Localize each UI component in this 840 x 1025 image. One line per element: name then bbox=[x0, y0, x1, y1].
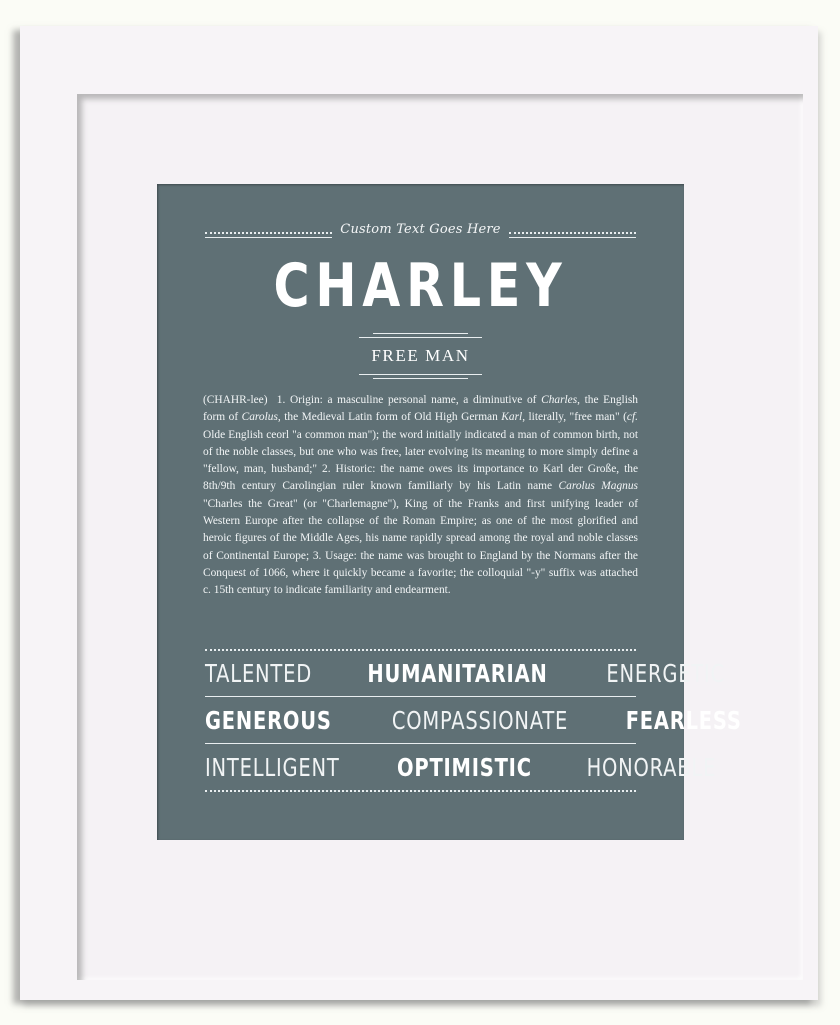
traits-dotted-rule-bottom bbox=[205, 790, 636, 792]
traits-row-2 bbox=[205, 703, 743, 739]
name-title: CHARLEY bbox=[273, 251, 568, 321]
tagline-dotted-rule-left bbox=[205, 232, 332, 238]
trait-word: HONORABLE bbox=[586, 753, 717, 782]
pronunciation: (CHAHR-lee) bbox=[203, 394, 268, 406]
definition-text: 1. Origin: a masculine personal name, a diminutive of bbox=[276, 394, 542, 406]
meaning-rule-top-1 bbox=[373, 333, 468, 334]
tagline-dotted-rule-right bbox=[509, 232, 636, 238]
definition-text: , the English form of bbox=[203, 394, 638, 424]
name-definition bbox=[203, 392, 638, 600]
definition-text: Olde English ceorl "a common man"); the word initially indicated a man of common birth, not of the noble classes, but one who was free, later evolving its meaning to more simply define a "fellow, man, husband;" 2. Historic: the name owes its importance to Karl der Große, the 8th/9th century Carolingian ruler known familiarly by his Latin name bbox=[203, 428, 638, 493]
definition-italic-text: Carolus Magnus bbox=[558, 480, 638, 493]
tagline-row bbox=[205, 222, 636, 246]
traits-row-3 bbox=[205, 750, 717, 786]
meaning-rule-top-2 bbox=[359, 337, 482, 338]
custom-text: Custom Text Goes Here bbox=[340, 222, 501, 237]
trait-word: COMPASSIONATE bbox=[392, 706, 569, 735]
definition-italic-text: cf. bbox=[626, 411, 638, 424]
definition-italic-text: Charles bbox=[541, 394, 578, 406]
traits-row-1 bbox=[205, 656, 726, 692]
definition-text: , literally, "free man" ( bbox=[522, 411, 627, 424]
trait-word: TALENTED bbox=[205, 659, 313, 688]
name-meaning: FREE MAN bbox=[371, 346, 470, 365]
meaning-rule-bottom-2 bbox=[373, 378, 468, 379]
name-meaning-print bbox=[157, 184, 743, 840]
trait-word: HUMANITARIAN bbox=[367, 659, 548, 688]
trait-word: OPTIMISTIC bbox=[396, 753, 532, 782]
traits-row-rule-1 bbox=[205, 696, 636, 697]
trait-word: GENEROUS bbox=[205, 706, 332, 735]
meaning-rule-bottom-1 bbox=[359, 374, 482, 375]
definition-text: , the Medieval Latin form of Old High German bbox=[277, 411, 502, 424]
trait-word: FEARLESS bbox=[626, 706, 743, 735]
definition-italic-text: Karl bbox=[501, 411, 523, 424]
traits-row-rule-2 bbox=[205, 743, 636, 744]
definition-italic-text: Carolus bbox=[241, 411, 278, 424]
trait-word: ENERGETIC bbox=[606, 659, 726, 688]
trait-word: INTELLIGENT bbox=[205, 753, 340, 782]
definition-text: "Charles the Great" (or "Charlemagne"), King of the Franks and first unifying leader of Western Europe after the collapse of the Roman Empire; as one of the most glorified and heroic figures of the Middle Ages, his name rapidly spread among the royal and noble classes of Continental Europe; 3. Usage: the name was brought to England by the Normans after the Conquest of 1066, where it quickly became a favorite; the colloquial "-y" suffix was attached c. 15th century to indicate familiarity and endearment. bbox=[203, 497, 638, 597]
traits-dotted-rule-top bbox=[205, 649, 636, 651]
